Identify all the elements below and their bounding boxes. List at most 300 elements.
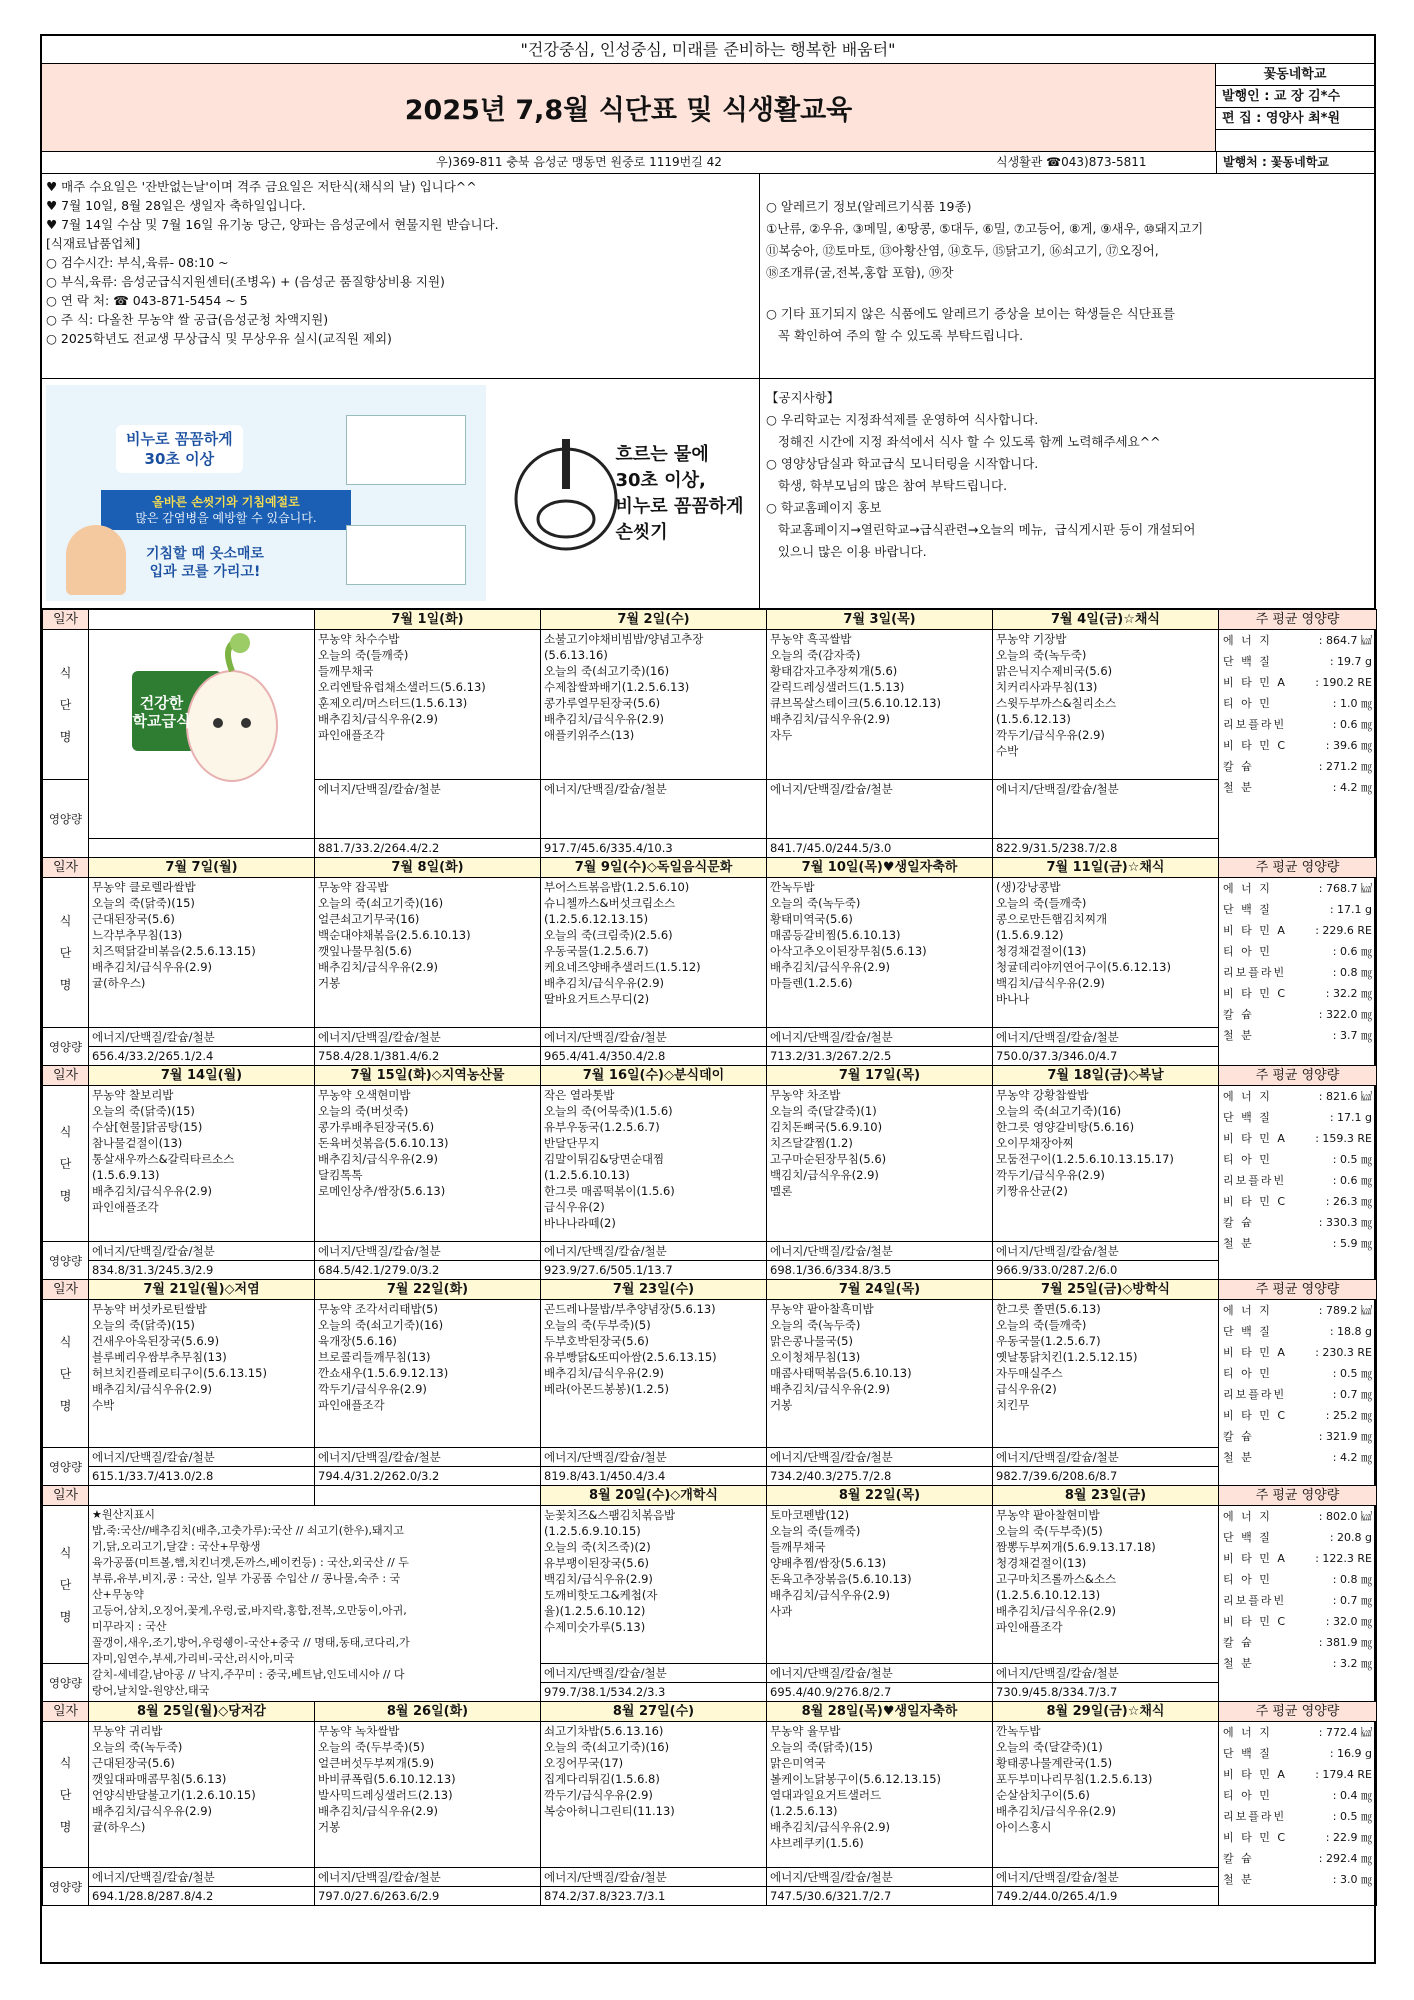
nutrition-value: 750.0/37.3/346.0/4.7 — [993, 1047, 1219, 1066]
menu-item: 청경채겉절이(13) — [996, 944, 1087, 958]
nutrient-name: 에 너 지 — [1223, 1726, 1272, 1739]
menu-item: 무농약 기장밥 — [996, 632, 1067, 646]
nutrient-value: : 0.7 ㎎ — [1332, 1594, 1372, 1607]
menu-cell — [541, 1722, 767, 1868]
menu-item: 수박 — [92, 1398, 115, 1412]
menu-cell — [767, 1506, 993, 1664]
nutrition-value: 695.4/40.9/276.8/2.7 — [767, 1683, 993, 1702]
day-date: 8월 20일(수)◇개학식 — [541, 1486, 767, 1506]
nutrition-header: 에너지/단백질/칼슘/철분 — [89, 1242, 315, 1261]
menu-item: 치킨무 — [996, 1398, 1030, 1412]
nutrient-name: 티 아 민 — [1223, 1153, 1272, 1166]
notice-left-line: ○ 2025학년도 전교생 무상급식 및 무상우유 실시(교직원 제외) — [46, 331, 392, 346]
allergy-line: ○ 기타 표기되지 않은 식품에도 알레르기 증상을 보이는 학생들은 식단표를 — [766, 306, 1175, 321]
nutrient-value: : 19.7 g — [1329, 655, 1372, 668]
nutrient-value: : 230.3 RE — [1315, 1346, 1372, 1359]
menu-item: 배추김치/급식우유(2.9) — [92, 1184, 213, 1198]
menu-item: (1.2.5.6.12.13.15) — [544, 912, 649, 926]
menu-item: 바나나라떼(2) — [544, 1216, 616, 1230]
menu-item: 배추김치/급식우유(2.9) — [544, 1366, 665, 1380]
menu-item: 백김치/급식우유(2.9) — [996, 976, 1105, 990]
nutrient-row — [1223, 1653, 1372, 1674]
menu-item: 오늘의 죽(녹두죽) — [770, 896, 861, 910]
header-spacer — [1216, 130, 1374, 152]
nutrient-name: 비 타 민 A — [1223, 924, 1287, 937]
day-date: 7월 7일(월) — [89, 858, 315, 878]
menu-item: (생)강낭콩밥 — [996, 880, 1061, 894]
day-date: 7월 21일(월)◇저염 — [89, 1280, 315, 1300]
nutrition-header: 에너지/단백질/칼슘/철분 — [993, 1664, 1219, 1683]
nutrition-header: 에너지/단백질/칼슘/철분 — [89, 1028, 315, 1047]
nutrient-row — [1223, 1149, 1372, 1170]
menu-item: 율)(1.2.5.6.10.12) — [544, 1604, 646, 1618]
nutrient-value: : 330.3 ㎎ — [1318, 1216, 1372, 1229]
menu-item: 한그릇 매콤떡볶이(1.5.6) — [544, 1184, 675, 1198]
nutrition-header: 에너지/단백질/칼슘/철분 — [315, 1448, 541, 1467]
menu-item: 통살새우까스&갈릭타르소스 — [92, 1152, 235, 1166]
menu-item: 유부빵닭&또띠아쌈(2.5.6.13.15) — [544, 1350, 717, 1364]
info-section — [42, 174, 1374, 379]
menu-item: 파인애플조각 — [996, 1620, 1063, 1634]
nutrient-row — [1223, 1611, 1372, 1632]
nutrient-name: 티 아 민 — [1223, 1789, 1272, 1802]
mascot-text: 건강한 — [139, 694, 184, 712]
nutrient-name: 티 아 민 — [1223, 1367, 1272, 1380]
energy-label: 영양량 — [43, 1664, 89, 1702]
menu-item: (5.6.13.16) — [544, 648, 608, 662]
menu-item: 한그릇 쫄면(5.6.13) — [996, 1302, 1101, 1316]
nutrient-name: 철 분 — [1223, 1657, 1254, 1670]
menu-item: 오이무채장아찌 — [996, 1136, 1074, 1150]
menu-item: 로메인상추/쌈장(5.6.13) — [318, 1184, 446, 1198]
poster-line5: 기침할 때 옷소매로 — [146, 546, 264, 562]
menu-item: 배추김치/급식우유(2.9) — [318, 1804, 439, 1818]
menu-item: 깍두기/급식우유(2.9) — [996, 728, 1105, 742]
origin-line: 랑어,날치알-원양산,태국 — [92, 1684, 210, 1697]
nutrient-value: : 229.6 RE — [1315, 924, 1372, 937]
menu-item: 오늘의 죽(달걀죽)(1) — [996, 1740, 1103, 1754]
notice-right-line: ○ 학교홈페이지 홍보 — [766, 500, 882, 515]
menu-item: 돈육고추장볶음(5.6.10.13) — [770, 1572, 912, 1586]
nutrient-value: : 802.0 ㎉ — [1318, 1510, 1372, 1523]
menu-item: 오늘의 죽(두부죽)(5) — [544, 1318, 651, 1332]
nutrient-name: 에 너 지 — [1223, 1510, 1272, 1523]
menu-item: 깻잎나물무침(5.6) — [318, 944, 412, 958]
menu-item: 치즈달걀찜(1.2) — [770, 1136, 853, 1150]
nutrient-name: 칼 슘 — [1223, 1430, 1254, 1443]
origin-line: ★원산지표시 — [92, 1508, 155, 1521]
nutrient-name: 비 타 민 C — [1223, 1831, 1288, 1844]
menu-item: (1.2.5.6.10.12.13) — [996, 1588, 1101, 1602]
nutrient-name: 티 아 민 — [1223, 945, 1272, 958]
menu-item: 콩가루배추된장국(5.6) — [318, 1120, 435, 1134]
poster-right2: 30초 이상, — [615, 469, 706, 491]
menu-item: 쇠고기차밥(5.6.13.16) — [544, 1724, 664, 1738]
menu-item: 소불고기야채비빔밥/양념고추장 — [544, 632, 704, 646]
day-date: 8월 27일(수) — [541, 1702, 767, 1722]
menu-item: 포두부미나리무침(1.2.5.6.13) — [996, 1772, 1153, 1786]
nutrient-row — [1223, 1632, 1372, 1653]
day-date: 7월 2일(수) — [541, 610, 767, 630]
menu-item: 배추김치/급식우유(2.9) — [544, 976, 665, 990]
avg-nutrition — [1219, 1086, 1377, 1280]
day-date: 8월 29일(금)☆채식 — [993, 1702, 1219, 1722]
menu-item: 파인애플조각 — [318, 1398, 385, 1412]
nutrient-value: : 381.9 ㎎ — [1318, 1636, 1372, 1649]
nutrient-row — [1223, 651, 1372, 672]
nutrition-header: 에너지/단백질/칼슘/철분 — [541, 1868, 767, 1887]
day-label: 일자 — [43, 1702, 89, 1722]
menu-item: 깐녹두밥 — [996, 1724, 1041, 1738]
avg-nutrition-header: 주 평균 영양량 — [1219, 1486, 1377, 1506]
menu-item: 귤(하우스) — [92, 1820, 146, 1834]
nutrition-value: 982.7/39.6/208.6/8.7 — [993, 1467, 1219, 1486]
nutrition-value: 834.8/31.3/245.3/2.9 — [89, 1261, 315, 1280]
poster-images — [42, 379, 760, 608]
avg-nutrition-header: 주 평균 영양량 — [1219, 1702, 1377, 1722]
handwash-poster — [46, 385, 486, 601]
menu-item: 오늘의 죽(크림죽)(2.5.6) — [544, 928, 673, 942]
nutrition-header: 에너지/단백질/칼슘/철분 — [767, 780, 993, 839]
day-date: 7월 8일(화) — [315, 858, 541, 878]
school-name: 꽃동네학교 — [1216, 64, 1374, 86]
nutrient-row — [1223, 1233, 1372, 1254]
nutrient-value: : 179.4 RE — [1315, 1768, 1372, 1781]
menu-item: 슈니첼까스&버섯크림소스 — [544, 896, 676, 910]
avg-nutrition-header: 주 평균 영양량 — [1219, 1280, 1377, 1300]
nutrient-value: : 20.8 g — [1329, 1531, 1372, 1544]
menu-item: 애플키위주스(13) — [544, 728, 635, 742]
menu-item: 오늘의 죽(쇠고기죽)(16) — [318, 896, 444, 910]
nutrient-name: 단 백 질 — [1223, 1111, 1272, 1124]
publisher: 발행인 : 교 장 김*수 — [1216, 86, 1374, 108]
menu-item: 무농약 찰보리밥 — [92, 1088, 174, 1102]
nutrition-value: 965.4/41.4/350.4/2.8 — [541, 1047, 767, 1066]
nutrient-name: 비 타 민 C — [1223, 1615, 1288, 1628]
nutrition-value: 694.1/28.8/287.8/4.2 — [89, 1887, 315, 1906]
menu-item: 바비큐폭립(5.6.10.12.13) — [318, 1772, 456, 1786]
menu-item: 배추김치/급식우유(2.9) — [996, 1604, 1117, 1618]
menu-cell — [315, 1300, 541, 1448]
page-title: 2025년 7,8월 식단표 및 식생활교육 — [42, 64, 1216, 151]
poster-right1: 흐르는 물에 — [615, 443, 709, 465]
nutrient-value: : 32.0 ㎎ — [1325, 1615, 1372, 1628]
day-label: 일자 — [43, 1280, 89, 1300]
menu-cell — [89, 1300, 315, 1448]
menu-item: 들깨무채국 — [318, 664, 374, 678]
menu-item: 수제미숫가루(5.13) — [544, 1620, 646, 1634]
menu-item: 매콤사태떡볶음(5.6.10.13) — [770, 1366, 912, 1380]
nutrient-name: 리보플라빈 — [1223, 718, 1287, 731]
menu-item: 오늘의 죽(치즈죽)(2) — [544, 1540, 651, 1554]
menu-item: 무농약 클로렐라쌀밥 — [92, 880, 196, 894]
menu-item: (1.5.6.12.13) — [996, 712, 1071, 726]
nutrient-row — [1223, 1405, 1372, 1426]
poster-line4: 많은 감염병을 예방할 수 있습니다. — [135, 511, 317, 525]
menu-item: 깻잎대파매콤무침(5.6.13) — [92, 1772, 227, 1786]
nutrition-header: 에너지/단백질/칼슘/철분 — [993, 780, 1219, 839]
menu-item: 자두 — [770, 728, 793, 742]
menu-cell — [315, 630, 541, 780]
notices-left — [42, 174, 760, 378]
nutrient-name: 리보플라빈 — [1223, 1810, 1287, 1823]
nutrient-value: : 0.5 ㎎ — [1332, 1367, 1372, 1380]
menu-item: 청귤데리야끼연어구이(5.6.12.13) — [996, 960, 1171, 974]
menu-item: 급식우유(2) — [544, 1200, 605, 1214]
poster-line3: 올바른 손씻기와 기침예절로 — [152, 495, 300, 509]
nutrient-name: 비 타 민 A — [1223, 1552, 1287, 1565]
nutrient-row — [1223, 1107, 1372, 1128]
allergy-line — [766, 284, 1368, 303]
menu-item: 무농약 버섯카로틴쌀밥 — [92, 1302, 207, 1316]
nutrition-value: 819.8/43.1/450.4/3.4 — [541, 1467, 767, 1486]
origin-line: 미꾸라지 : 국산 — [92, 1620, 167, 1633]
menu-cell — [767, 1722, 993, 1868]
nutrient-value: : 0.6 ㎎ — [1332, 945, 1372, 958]
menu-item: 무농약 귀리밥 — [92, 1724, 163, 1738]
day-date: 8월 26일(화) — [315, 1702, 541, 1722]
allergy-line: ○ 알레르기 정보(알레르기식품 19종) — [766, 199, 972, 214]
menu-item: 반달단무지 — [544, 1136, 600, 1150]
menu-item: 배추김치/급식우유(2.9) — [770, 960, 891, 974]
poster-line1: 비누로 꼼꼼하게 — [126, 430, 233, 448]
day-date — [89, 1486, 315, 1506]
nutrient-value: : 0.5 ㎎ — [1332, 1810, 1372, 1823]
nutrition-value: 749.2/44.0/265.4/1.9 — [993, 1887, 1219, 1906]
menu-item: 깐녹두밥 — [770, 880, 815, 894]
menu-label: 식 단 명 — [43, 1300, 89, 1448]
menu-item: 샤브레쿠키(1.5.6) — [770, 1836, 864, 1850]
menu-item: 짬뽕두부찌개(5.6.9.13.17.18) — [996, 1540, 1156, 1554]
nutrient-row — [1223, 1785, 1372, 1806]
menu-item: 무농약 오색현미밥 — [318, 1088, 411, 1102]
nutrient-value: : 772.4 ㎉ — [1318, 1726, 1372, 1739]
menu-item: 오징어무국(17) — [544, 1756, 624, 1770]
nutrient-value: : 322.0 ㎎ — [1318, 1008, 1372, 1021]
menu-item: 무농약 조각서리태밥(5) — [318, 1302, 438, 1316]
day-date: 8월 28일(목)♥생일자축하 — [767, 1702, 993, 1722]
nutrient-name: 단 백 질 — [1223, 1531, 1272, 1544]
menu-item: 무농약 팥아찰현미밥 — [996, 1508, 1100, 1522]
menu-item: 작은 열라톳밥 — [544, 1088, 615, 1102]
nutrient-row — [1223, 1447, 1372, 1468]
issuer: 발행처 : 꽃동네학교 — [1216, 152, 1374, 173]
nutrient-row — [1223, 1004, 1372, 1025]
menu-item: 무농약 팥아찰흑미밥 — [770, 1302, 874, 1316]
day-date: 7월 18일(금)◇복날 — [993, 1066, 1219, 1086]
nutrient-name: 비 타 민 C — [1223, 1195, 1288, 1208]
nutrient-value: : 16.9 g — [1329, 1747, 1372, 1760]
nutrient-name: 칼 슘 — [1223, 1852, 1254, 1865]
notice-left-line: ♥ 7월 14일 수삼 및 7월 16일 유기농 당근, 양파는 음성군에서 현물지원 받습니다. — [46, 217, 499, 232]
menu-item: 우동국물(1.2.5.6.7) — [544, 944, 649, 958]
nutrient-value: : 4.2 ㎎ — [1332, 1451, 1372, 1464]
day-date: 8월 23일(금) — [993, 1486, 1219, 1506]
nutrient-row — [1223, 672, 1372, 693]
nutrition-header: 에너지/단백질/칼슘/철분 — [541, 1028, 767, 1047]
menu-item: 근대된장국(5.6) — [92, 1756, 175, 1770]
menu-item: 깍두기/급식우유(2.9) — [318, 1382, 427, 1396]
menu-item: 깐쇼새우(1.5.6.9.12.13) — [318, 1366, 449, 1380]
menu-item: 배추김치/급식우유(2.9) — [318, 960, 439, 974]
origin-line: 자미,임연수,부세,가리비-국산,러시아,미국 — [92, 1652, 295, 1665]
menu-item: 사과 — [770, 1604, 793, 1618]
menu-item: 오늘의 죽(들깨죽) — [996, 896, 1087, 910]
menu-item: 오늘의 죽(쇠고기죽)(16) — [996, 1104, 1122, 1118]
nutrition-header: 에너지/단백질/칼슘/철분 — [541, 780, 767, 839]
menu-item: 배추김치/급식우유(2.9) — [544, 712, 665, 726]
nutrition-header: 에너지/단백질/칼슘/철분 — [767, 1242, 993, 1261]
menu-item: 케요네즈양배추샐러드(1.5.12) — [544, 960, 701, 974]
nutrient-row — [1223, 983, 1372, 1004]
nutrition-header: 에너지/단백질/칼슘/철분 — [541, 1664, 767, 1683]
menu-item: 김치돈뼈국(5.6.9.10) — [770, 1120, 883, 1134]
origin-line: 기,닭,오리고기,달걀 : 국산+무항생 — [92, 1540, 261, 1553]
nutrient-value: : 3.0 ㎎ — [1332, 1873, 1372, 1886]
nutrient-value: : 321.9 ㎎ — [1318, 1430, 1372, 1443]
nutrition-value: 794.4/31.2/262.0/3.2 — [315, 1467, 541, 1486]
nutrient-name: 철 분 — [1223, 1873, 1254, 1886]
nutrient-name: 단 백 질 — [1223, 655, 1272, 668]
poster-section — [42, 379, 1374, 609]
day-date: 7월 16일(수)◇분식데이 — [541, 1066, 767, 1086]
nutrient-name: 철 분 — [1223, 781, 1254, 794]
nutrient-value: : 292.4 ㎎ — [1318, 1852, 1372, 1865]
menu-cell — [89, 1722, 315, 1868]
header — [42, 64, 1374, 152]
allergy-line: 꼭 확인하여 주의 할 수 있도록 부탁드립니다. — [766, 328, 1024, 343]
menu-item: 수박 — [996, 744, 1019, 758]
poster-line2: 30초 이상 — [144, 450, 215, 468]
nutrition-value: 881.7/33.2/264.4/2.2 — [315, 839, 541, 858]
menu-label: 식 단 명 — [43, 1722, 89, 1868]
menu-item: 갈릭드레싱샐러드(1.5.13) — [770, 680, 905, 694]
nutrient-value: : 122.3 RE — [1315, 1552, 1372, 1565]
nutrient-value: : 789.2 ㎉ — [1318, 1304, 1372, 1317]
menu-cell — [993, 1086, 1219, 1242]
poster-right4: 손씻기 — [615, 521, 668, 543]
nutrition-header: 에너지/단백질/칼슘/철분 — [767, 1664, 993, 1683]
menu-item: 곤드레나물밥/부추양념장(5.6.13) — [544, 1302, 716, 1316]
menu-item: 참나물겉절이(13) — [92, 1136, 183, 1150]
nutrition-value: 734.2/40.3/275.7/2.8 — [767, 1467, 993, 1486]
menu-item: 허브치킨플레로티구이(5.6.13.15) — [92, 1366, 267, 1380]
poster-right3: 비누로 꼼꼼하게 — [615, 495, 744, 517]
avg-nutrition — [1219, 1300, 1377, 1486]
nutrition-header: 에너지/단백질/칼슘/철분 — [89, 1868, 315, 1887]
menu-item: 청경채겉절이(13) — [996, 1556, 1087, 1570]
menu-item: 자두매실주스 — [996, 1366, 1063, 1380]
nutrition-value: 713.2/31.3/267.2/2.5 — [767, 1047, 993, 1066]
nutrient-name: 철 분 — [1223, 1451, 1254, 1464]
menu-item: 오늘의 죽(닭죽)(15) — [92, 896, 195, 910]
menu-item: 양배추찜/쌈장(5.6.13) — [770, 1556, 887, 1570]
nutrition-header: 에너지/단백질/칼슘/철분 — [315, 1242, 541, 1261]
menu-item: 근대된장국(5.6) — [92, 912, 175, 926]
nutrient-value: : 26.3 ㎎ — [1325, 1195, 1372, 1208]
nutrient-name: 칼 슘 — [1223, 1216, 1254, 1229]
menu-cell — [315, 1086, 541, 1242]
day-date: 7월 25일(금)◇방학식 — [993, 1280, 1219, 1300]
menu-item: 복숭아허니그린티(11.13) — [544, 1804, 675, 1818]
menu-item: (1.5.6.9.13) — [92, 1168, 160, 1182]
menu-item: 맑은콩나물국(5) — [770, 1334, 853, 1348]
menu-item: 도깨비핫도그&케첩(자 — [544, 1588, 658, 1602]
nutrient-value: : 0.8 ㎎ — [1332, 966, 1372, 979]
nutrient-row — [1223, 1548, 1372, 1569]
energy-label: 영양량 — [43, 1028, 89, 1066]
nutrient-name: 비 타 민 A — [1223, 1346, 1287, 1359]
nutrient-value: : 190.2 RE — [1315, 676, 1372, 689]
menu-cell — [993, 878, 1219, 1028]
nutrient-name: 리보플라빈 — [1223, 1594, 1287, 1607]
energy-label: 영양량 — [43, 780, 89, 858]
menu-label: 식 단 명 — [43, 1506, 89, 1664]
nutrient-value: : 0.5 ㎎ — [1332, 1153, 1372, 1166]
menu-item: 큐브목살스테이크(5.6.10.12.13) — [770, 696, 941, 710]
origin-line: 고등어,삼치,오징어,꽃게,우렁,굴,바지락,홍합,전복,오만둥이,아귀, — [92, 1604, 407, 1617]
nutrient-value: : 0.6 ㎎ — [1332, 1174, 1372, 1187]
nutrition-header: 에너지/단백질/칼슘/철분 — [767, 1448, 993, 1467]
allergy-line: ①난류, ②우유, ③메밀, ④땅콩, ⑤대두, ⑥밀, ⑦고등어, ⑧게, ⑨새우, ⑩돼지고기 — [766, 221, 1204, 236]
menu-item: 오늘의 죽(닭죽)(15) — [92, 1318, 195, 1332]
menu-cell — [89, 1086, 315, 1242]
menu-item: 훈제오리/머스터드(1.5.6.13) — [318, 696, 468, 710]
nutrient-row — [1223, 1848, 1372, 1869]
nutrient-value: : 5.9 ㎎ — [1332, 1237, 1372, 1250]
nutrient-name: 티 아 민 — [1223, 697, 1272, 710]
day-date — [315, 1486, 541, 1506]
nutrition-value: 966.9/33.0/287.2/6.0 — [993, 1261, 1219, 1280]
notice-left-line: ♥ 매주 수요일은 '잔반없는날'이며 격주 금요일은 저탄식(채식의 날) 입니다^^ — [46, 179, 477, 194]
menu-cell — [541, 630, 767, 780]
menu-item: (1.5.6.9.12) — [996, 928, 1064, 942]
nutrition-value: 917.7/45.6/335.4/10.3 — [541, 839, 767, 858]
menu-item: 배추김치/급식우유(2.9) — [92, 1804, 213, 1818]
menu-item: 들깨무채국 — [770, 1540, 826, 1554]
menu-cell — [993, 630, 1219, 780]
menu-cell — [993, 1722, 1219, 1868]
nutrient-name: 에 너 지 — [1223, 634, 1272, 647]
day-date: 7월 23일(수) — [541, 1280, 767, 1300]
menu-item: 무농약 잡곡밥 — [318, 880, 389, 894]
nutrient-name: 비 타 민 C — [1223, 1409, 1288, 1422]
nutrient-name: 철 분 — [1223, 1237, 1254, 1250]
menu-item: 거봉 — [318, 1820, 341, 1834]
menu-item: 무농약 율무밥 — [770, 1724, 841, 1738]
menu-item: 오늘의 죽(녹두죽) — [770, 1318, 861, 1332]
nutrient-row — [1223, 1722, 1372, 1743]
menu-item: 배추김치/급식우유(2.9) — [318, 1152, 439, 1166]
nutrient-value: : 32.2 ㎎ — [1325, 987, 1372, 1000]
menu-cell — [767, 878, 993, 1028]
day-date — [89, 610, 315, 630]
avg-nutrition — [1219, 1722, 1377, 1906]
menu-item: 오늘의 죽(두부죽)(5) — [996, 1524, 1103, 1538]
nutrient-row — [1223, 1300, 1372, 1321]
menu-item: 파인애플조각 — [318, 728, 385, 742]
menu-cell — [993, 1300, 1219, 1448]
nutrient-row — [1223, 1363, 1372, 1384]
menu-item: 아삭고추오이된장무침(5.6.13) — [770, 944, 927, 958]
notice-left-line: ○ 연 락 처: ☎ 043-871-5454 ~ 5 — [46, 293, 248, 308]
origin-line: 부류,유부,비지,콩 : 국산, 일부 가공품 수입산 // 콩나물,숙주 : 국 — [92, 1572, 401, 1585]
menu-item: 황태감자고추장찌개(5.6) — [770, 664, 898, 678]
menu-item: 김말이튀김&당면순대찜 — [544, 1152, 665, 1166]
day-date: 7월 17일(목) — [767, 1066, 993, 1086]
menu-item: 오늘의 죽(두부죽)(5) — [318, 1740, 425, 1754]
day-date: 7월 22일(화) — [315, 1280, 541, 1300]
